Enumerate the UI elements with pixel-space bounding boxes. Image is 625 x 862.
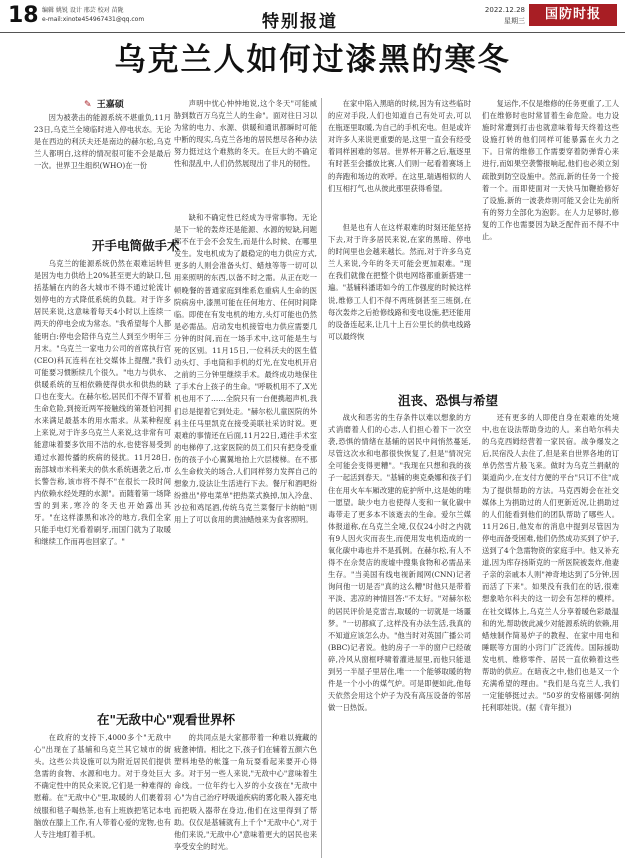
intro-column-3: 在家中陷入黑暗的时候,因为有这些临时的应对手段,人们也知道自己有处可去,可以在瓶逐里取暖,为自己的手机充电。但是或许对许多人来说更重要的是,这里一直会有经受着同样困难的邻居。世界杯开幕之后,瓶逐里有时甚至会播放比赛,人们则一起看着赛场上的奔跑和场边的欢呼。在这里,瑞遇相似的人们互相打气,也从彼此那里获得希望。 — [328, 99, 471, 193]
pen-icon: ✎ — [84, 100, 92, 110]
issue-weekday: 星期三 — [504, 17, 525, 25]
subhead-flashlight-surgery: 开手电筒做手术 — [92, 238, 180, 253]
intro-column-2: 声明中忧心忡忡地说,这个冬天"可能威胁到数百万乌克兰人的生命"。面对往日习以为常的电力、水源、供暖和通讯都瞬时可能中断的现实,乌克兰各地的居民想尽各种办法努力挺过这个难熬的冬天。在巨大的不确定性和混乱中,人们仍然展现出了非凡的韧性。 — [174, 99, 317, 169]
author-name: 王嘉硕 — [96, 100, 124, 110]
intro-column-4: 复运作,不仅是维修的任务更重了,工人们在维修时也时常冒着生命危险。电力设施时常遭到打击也就意味着每天终着这些设施打转的他们同样可能暴露在火力之下。日常的维修工作需要穿着防弹背心来进行,而如果空袭警报响起,他们也必须立刻疏散到防空设施中。然而,新的任务一个接着一个。而即使面对一天快马加鞭抢修好了设施,新的一波袭炸则可能又会让先前所有的努力全部化为泡影。在人力足够时,修复的工作也需要因为缺乏配件而不得不中止。 — [482, 99, 619, 242]
article-headline: 乌克兰人如何过漆黑的寒冬 — [114, 42, 511, 78]
section2-column-1: 战火和恶劣的生存条件以难以想象的方式消磨着人们的心志,人们担心着下一次空袭,恐惧的情绪在基辅的居民中间悄然蔓延,尽管这次水和电都很快恢复了,但是"情况完全可能会变得更糟"。"我现在只想和我的孩子一起活到春天。"基辅的奥克桑娜和孩子们住在用火车车厢改建的庇护所中,这是她的唯一愿望。缺少电力也使得人变和一氧化碳中毒带走了更多本不该逝去的生命。爱尔兰媒体报道称,在乌克兰全境,仅仅24小时之内就有9人因火灾而丧生,而使用发电机造成的一氧化碳中毒也并不是孤例。在赫尔松,有人不得不在佘焚店的废墟中搜集食物和必需品来生存。"当美国有线电视新闻网(CNN)记者询问他一切是否"真的这么糟"时他只是带着平淡、悲凉的神情回答:"不太好。"对赫尔松的居民评价是克雷吉,取暖的一切就是一场噩梦。"一切都疯了,这样没有办法生活,我真的不知道应该怎么办。"他当时对英国广播公司(BBC)记者说。他的房子一半的窗户已经破碎,冷风从窗框呼啸着灌进屋里,而他只能退到另一半屋子里居住,唯一一个能够取暖的物件是一个小小的煤气炉。可是即便如此,他每天依然会用这个炉子为没有高压设备的邻居做一日热饭。 — [328, 413, 471, 713]
page-header — [0, 0, 625, 33]
credits-names: 编辑 姚锐 设计 邢芸 校对 苗陇 — [42, 7, 124, 14]
section3-column-1: 在政府的支持下,4000多个"无敌中心"出现在了基辅和乌克兰其它城市的街头。这些公共设施可以为附近居民们提供急需的食物、水源和电力。对于身处巨大不确定性中的民众来说,它们是一种难得的慰藉。在"无敌中心"里,取暖的人们裹着羽绒服和毯子喝热茶,也有上班族把笔记本电脑放在膝上工作,有人带着心爱的宠物,也有人专注地盯着手机。 — [34, 733, 171, 839]
issue-date-block — [477, 5, 525, 27]
intro-column-1: 因为被袭击的能源系统不堪重负,11月23日,乌克兰全境临时进入停电状态。无论是在西边的利沃夫还是南边的赫尔松,乌克兰人都明白,这样的情况很可能不会是最后一次。世界卫生组织(WHO)在一份 — [34, 113, 171, 171]
column-divider — [321, 98, 322, 858]
subhead-frustration-fear-hope: 沮丧、恐惧与希望 — [398, 393, 499, 408]
editor-credits — [42, 6, 192, 24]
section2-column-2: 还有更多的人即使自身在艰难的处境中,也在设法帮助身边的人。来自哈尔科夫的乌克西姆经营着一家民宿。战争爆发之后,民宿没人去住了,但是来自世界各地的订单仍然雪片般飞来。做时为乌克兰捐献的渠道尚少,在支付方便的平台"只订不住"成为了提供帮助的方法。马克西姆会在社交媒体上为捐助过的人们更新近况,让捐助过的人们能看到他们的团队帮助了哪些人。11月26日,他发布的消息中提到尽管因为停电而备受困难,他们仍然成功买到了炉子,送到了4个急需物资的家庭手中。他又补充道,因为库存扬斯克的一所医院被轰炸,他妻子亲的亲戚本人则"神奇地达到了5分钟,因而活了下来"。如果没有我们在的话,很难想象哈尔科夫的这一切会有怎样的模样。在社交媒体上,乌克兰人分享着暖色彩最温和的光,帮助彼此减少对能源系统的依赖,用蜡烛制作简易炉子的教程、在家中用电和睡眠等方面的小窍门广泛流传。国际援助发电机、维修零件、居民一直依赖着这些帮助的供应。在暗夜之中,他们也是又一个充满希望的理由。"我们是乌克兰人,我们一定能够挺过去。"50岁的安格丽娜·阿纳托利耶娃说。(据《青年报》) — [482, 413, 619, 713]
issue-date: 2022.12.28 — [484, 6, 525, 14]
section1-column-1: 乌克兰的能源系统仍然在艰难运转但是因为电力供给上20%甚至更大的缺口,包括基辅在内的各大城市不得不通过轮流计划停电的方式降低系统的负载。对于许多居民来说,这意味着每天4小时以上连续一两天的停电会成为常态。"我希望每个人都能明白:停电会陪伴乌克兰人到至少明年三月末。"乌克兰一家电力公司的首席执行官(CEO)科瓦连科在社交媒体上提醒,"我们可能要习惯断续几个很久。"电力与供水、供暖系统的互相依赖使得供水和供热的缺口也在变大。在赫尔松,居民们不得不冒着生命危险,到接近两军接触线的第聂伯河拥水来满足最基本的用水需求。从某种程度上来说,对于许多乌克兰人来说,这非常有可能意味着要多饮用不洁的水,也使容易受到通过水源传播的疾病的侵扰。11月28日,南部城市米科莱夫的供水系统遇袭之后,市长警告称,该市将不得不"在很长一段时间内依赖水经处理的水源"。而随着第一场降雪的到来,寒冷的冬天也开始露出其牙。"在这样漆黑和冰冷的地方,我们全家只能手电灯光看着刷牙,而国门就为了取暖和继续工作而再也回家了。" — [34, 259, 171, 547]
section3-column-2: 的共同点是大家都带着一种难以掩藏的疲惫神情。相比之下,孩子们在辅着五颜六色塑料地垫的帐篷一角玩耍看起来要开心得多。对于另一些人来说,"无敌中心"意味着生命线。一位年约七入岁的小女孩在"无敌中心"为自己治疗呼吸道疾病的雾化吸入器充电而把吸入器带在身边,他们在这里得到了帮助。仅仅是基辅就有上千个"无敌中心",对于他们来说,"无敌中心"意味着更大的居民也来享受安全的时光。 — [174, 733, 317, 851]
section-title: 特别报道 — [262, 12, 338, 32]
section1-column-2: 缺和不确定性已经成为寻常事物。无论是下一轮的轰炸还是能源、水源的短缺,问题都不在于会不会发生,而是什么时候、在哪里发生。发电机成为了最稳定的电力供应方式,更多的人则会准备头灯、蜡烛等等一切可以用来照明的东西,以备不时之需。从正在吃一顿晚餐的普通家庭到维系危重病人生命的医院病房中,漆黑可能在任何地方、任何时间降临。即使在有发电机的地方,头灯可能也仍然是必需品。启动发电机接管电力供应需要几分钟的时间,而在一场手术中,这可能是生与死的区别。11月15日,一位科沃夫的医生值动头灯、手电筒和手机的灯光,在发电机开启之前的三分钟里继续手术。最终成功地保住了手术台上孩子的生命。"呼吸机用不了,X光机也用不了……全院只有一台便携超声机,我们总是提着它到处走。"赫尔松儿童医院的外科主任马里凯克在接受美联社采访时说。更艰难的事情还在后面,11月22日,通往手术室的电梯停了,这家医院的员工们只有把身受重伤的孩子小心翼翼地抬上穴层楼梯。在不那么生命攸关的场合,人们同样努力发挥自己的想象力,设法让生活进行下去。餐厅和酒吧纷纷推出"停电菜单"把热菜式换掉,加入冷盘、沙拉和鸡尾酒,传统乌克兰菜餐厅卡纳帕"则用上了可以食用的黄油蜡烛来为食客照明。 — [174, 213, 317, 525]
section1-column-3: 但是也有人在这样艰难的时刻还能坚持下去,对于许多居民来说,在家的黑暗、停电的时间里也会越来越长。然而,对于许多乌克兰人来说,今年的冬天可能会更加艰难。"现在我们就像在把整个供电网络都重新搭建一遍。"基辅科潘诺如今的工作强度的时候这样说,维修工人们不得不两班倒甚至三班倒,在每次轰炸之后抢修线路和变电设施,把还能用的设备连起来,让几十上百公里长的供电线路可以最终恢 — [328, 223, 471, 341]
page-number: 18 — [8, 3, 39, 28]
newspaper-logo: 国防时报 — [529, 4, 617, 26]
credits-email: e-mail:xinote454967431@qq.com — [42, 16, 145, 23]
byline — [84, 97, 124, 110]
subhead-world-cup-center: 在"无敌中心"观看世界杯 — [97, 712, 236, 727]
